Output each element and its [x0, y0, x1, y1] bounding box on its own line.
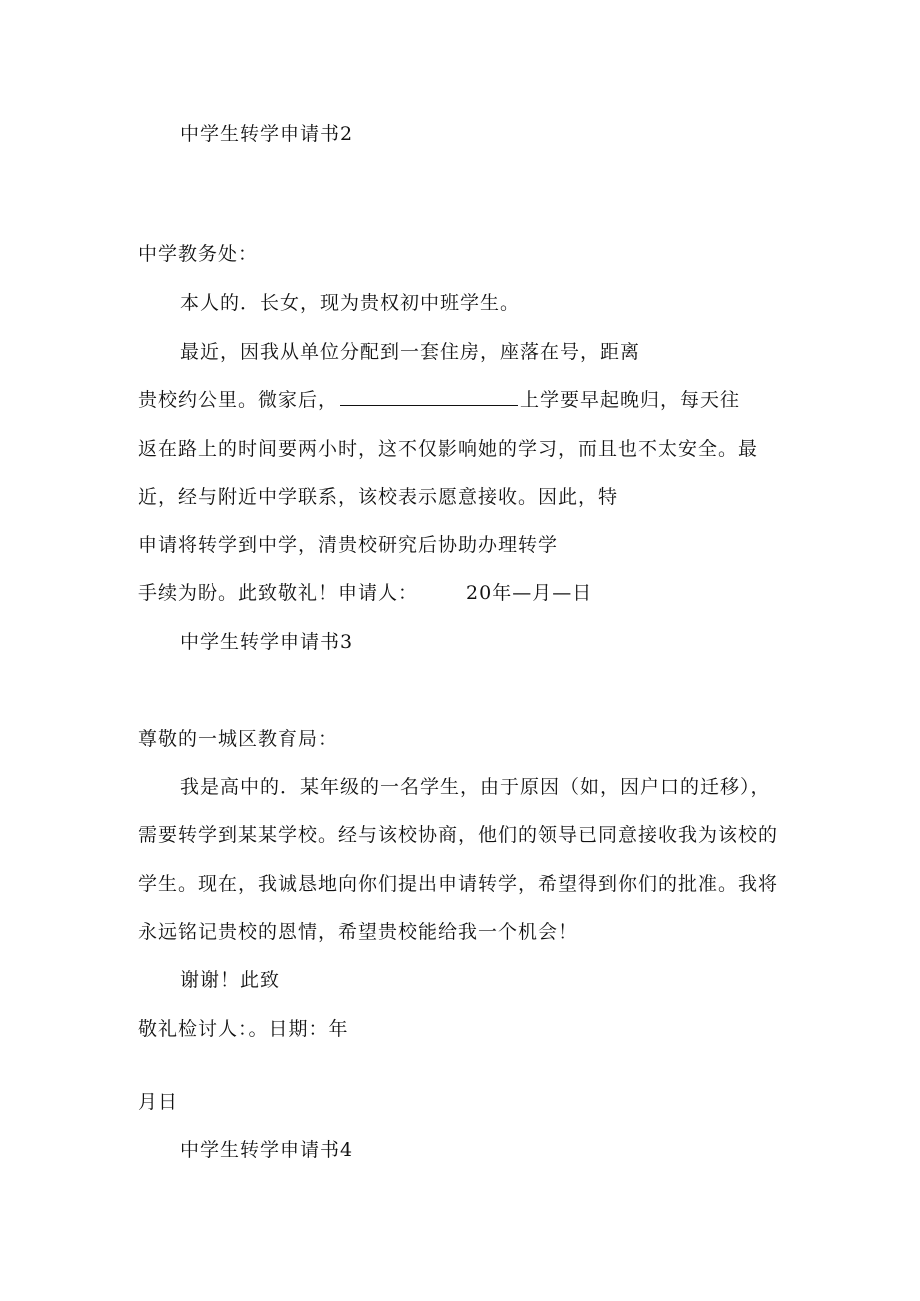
paragraph-line: 返在路上的时间要两小时，这不仅影响她的学习，而且也不太安全。最 — [138, 438, 759, 460]
fill-in-blank — [340, 389, 518, 406]
paragraph-line: 永远铭记贵校的恩情，希望贵校能给我一个机会！ — [138, 921, 579, 943]
section-title: 中学生转学申请书4 — [180, 1139, 354, 1161]
section-title: 中学生转学申请书3 — [180, 631, 354, 653]
closing-line: 谢谢！此致 — [180, 969, 281, 991]
text-segment: 贵校约公里。微家后， — [138, 389, 339, 411]
salutation: 尊敬的一城区教育局： — [138, 728, 339, 750]
paragraph-line — [138, 388, 740, 412]
date-line: 月日 — [138, 1091, 179, 1113]
paragraph-line: 需要转学到某某学校。经与该校协商，他们的领导已同意接收我为该校的 — [138, 824, 779, 846]
text-segment: 上学要早起晚归，每天往 — [520, 389, 741, 411]
paragraph-line: 最近，因我从单位分配到一套住房，座落在号，距离 — [180, 341, 641, 363]
paragraph-line: 学生。现在，我诚恳地向你们提出申请转学，希望得到你们的批准。我将 — [138, 873, 779, 895]
paragraph-line: 本人的．长女，现为贵权初中班学生。 — [180, 292, 521, 314]
paragraph-line — [138, 581, 592, 605]
section-title: 中学生转学申请书2 — [180, 123, 354, 145]
paragraph-line: 我是高中的．某年级的一名学生，由于原因（如，因户口的迁移）， — [180, 776, 771, 798]
text-segment: 手续为盼。此致敬礼！申请人： — [138, 582, 419, 604]
paragraph-line: 近，经与附近中学联系，该校表示愿意接收。因此，特 — [138, 486, 619, 508]
paragraph-line: 申请将转学到中学，清贵校研究后协助办理转学 — [138, 534, 559, 556]
date-line: 20年—月—日 — [466, 582, 593, 604]
signature-line: 敬礼检讨人：。日期：年 — [138, 1018, 349, 1040]
salutation: 中学教务处： — [138, 243, 259, 265]
